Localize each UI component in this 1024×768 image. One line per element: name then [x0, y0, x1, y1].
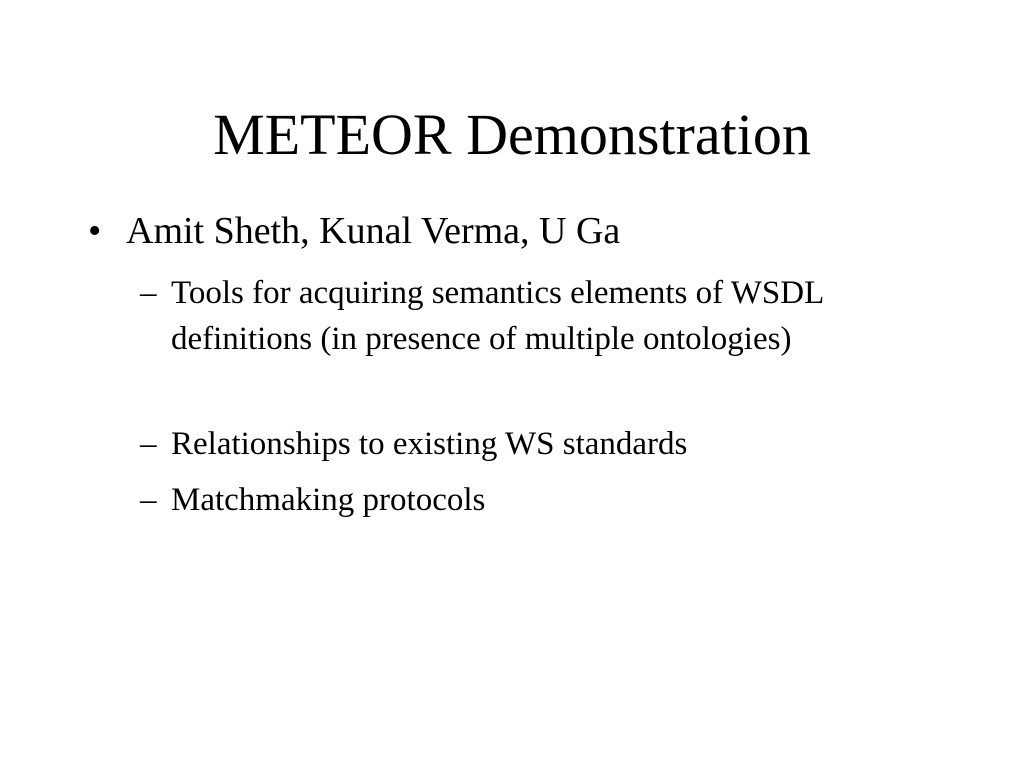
sub-bullet-text: Matchmaking protocols [171, 482, 486, 518]
sub-bullet-text: Tools for acquiring semantics elements of WSDL definitions (in presence of multiple ontologies) [171, 275, 824, 357]
sub-bullet-item [140, 270, 880, 362]
sub-bullet-marker: – [140, 426, 157, 462]
sub-bullet-text: Relationships to existing WS standards [171, 426, 688, 462]
bullet-text: Amit Sheth, Kunal Verma, U Ga [126, 210, 621, 252]
sub-bullet-item [140, 477, 880, 523]
bullet-marker: • [88, 210, 102, 252]
sub-bullet-marker: – [140, 275, 157, 311]
sub-bullet-marker: – [140, 482, 157, 518]
sub-bullet-item [140, 421, 880, 467]
slide-title: METEOR Demonstration [213, 102, 811, 167]
